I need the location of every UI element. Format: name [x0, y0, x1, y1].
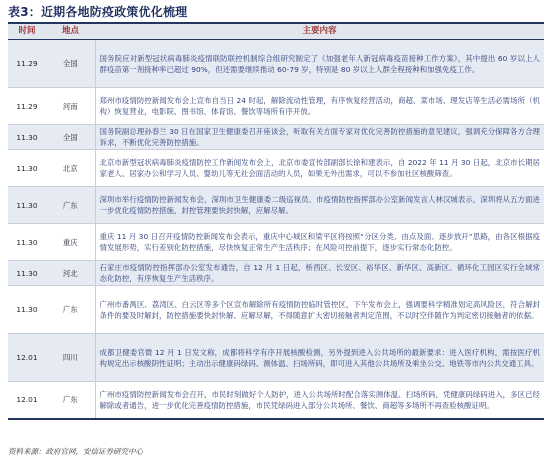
row-region: 广东 [46, 286, 95, 334]
row-date: 12.01 [8, 334, 46, 382]
row-region: 全国 [46, 125, 95, 150]
row-date: 11.29 [8, 88, 46, 125]
table-row [8, 88, 544, 125]
row-date: 11.30 [8, 125, 46, 150]
table-row [8, 261, 544, 286]
header-region: 地点 [46, 23, 95, 40]
row-region: 重庆 [46, 224, 95, 261]
policy-table [8, 22, 544, 420]
row-region: 河南 [46, 88, 95, 125]
header-content: 主要内容 [95, 23, 544, 40]
row-content: 石家庄市疫情防控指挥部办公室发布通告，自 12 月 1 日起，桥西区、长安区、裕华区、新华区、高新区、循环化工园区实行全域常态化防控，有序恢复生产生活秩序。 [95, 261, 544, 286]
row-region: 四川 [46, 334, 95, 382]
table-row [8, 224, 544, 261]
row-date: 11.30 [8, 187, 46, 224]
row-content: 成都卫健委官微 12 月 1 日发文称，成都将科学有序开展核酸检测，另外提到进入公共场所的最新要求：进入医疗机构，需按医疗机构规定出示核酸阴性证明；主动出示健康码绿码、测体温、扫场所码，即可进入其他公共场所及乘坐公交、地铁等市内公共交通工具。 [95, 334, 544, 382]
row-region: 全国 [46, 40, 95, 88]
row-date: 11.30 [8, 286, 46, 334]
table-row [8, 382, 544, 419]
row-content: 郑州市疫情防控新闻发布会上宣布自当日 24 时起，解除流动性管理，有序恢复经营活动，商超、菜市场、理发店等生活必需场所（机构）恢复营业，电影院、图书馆、体育馆、餐饮等场所有序开放。 [95, 88, 544, 125]
table-row [8, 40, 544, 88]
table-row [8, 286, 544, 334]
table-header-row [8, 23, 544, 40]
row-content: 国务院应对新型冠状病毒肺炎疫情联防联控机制综合组研究制定了《加强老年人新冠病毒疫苗接种工作方案》，其中提出 60 岁以上人群疫苗第一剂接种率已超过 90%，但还需要继续推动 60-79 岁，特别是 80 岁以上人群全程接种和加强免疫工作。 [95, 40, 544, 88]
row-region: 北京 [46, 150, 95, 187]
row-date: 11.30 [8, 150, 46, 187]
row-content: 广州市番禺区、荔湾区、白云区等多个区宣布解除所有疫情防控临时管控区，下午发布会上，强调要科学精准划定高风险区，符合解封条件的要及时解封，防控措施要快封快解、应解尽解，不得随意扩大密切接触者判定范围，不以时空伴随作为判定密切接触者的依据。 [95, 286, 544, 334]
row-content: 广州市疫情防控新闻发布会召开，市民时刻做好个人防护，进入公共场所时配合落实测体温、扫场所码，凭健康码绿码进入，多区已经解除或者通告，进一步优化完善疫情防控措施，市民凭绿码进入部分公共场所、餐饮、商超等多场所不再查验核酸证明。 [95, 382, 544, 419]
row-date: 11.30 [8, 224, 46, 261]
table-row [8, 150, 544, 187]
row-region: 广东 [46, 382, 95, 419]
table-row [8, 125, 544, 150]
table-row [8, 334, 544, 382]
header-date: 时间 [8, 23, 46, 40]
row-date: 11.29 [8, 40, 46, 88]
row-content: 重庆 11 月 30 日召开疫情防控新闻发布会表示，重庆中心城区和梁平区将按照“分区分类、由点及面、逐步放开”思路，由各区根据疫情发展形势，实行差别化防控措施，尽快恢复正常生产生活秩序；在风险可控前提下，逐步实行常态化防控。 [95, 224, 544, 261]
row-content: 深圳市举行疫情防控新闻发布会，深圳市卫生健康委二级巡视员、市疫情防控指挥部办公室新闻发言人林汉城表示，深圳将从五方面进一步优化疫情防控措施，封控管理要快封快解，应解尽解。 [95, 187, 544, 224]
table-row [8, 187, 544, 224]
row-content: 北京市新型冠状病毒肺炎疫情防控工作新闻发布会上，北京市委宣传部副部长徐和建表示，自 2022 年 11 月 30 日起，北京市长期居家老人、居家办公和学习人员、婴幼儿等无社会面活动的人员，如果无外出需求，可以不参加社区核酸筛查。 [95, 150, 544, 187]
row-region: 广东 [46, 187, 95, 224]
table-title: 表3：近期各地防疫政策优化梳理 [8, 5, 188, 19]
row-region: 河北 [46, 261, 95, 286]
row-content: 国务院副总理孙春兰 30 日在国家卫生健康委召开座谈会，听取有关方面专家对优化完善防控措施的意见建议，强调充分保障各方合理诉求，不断优化完善防控措施。 [95, 125, 544, 150]
row-date: 12.01 [8, 382, 46, 419]
source-note: 资料来源：政府官网，安信证券研究中心 [8, 447, 143, 456]
row-date: 11.30 [8, 261, 46, 286]
